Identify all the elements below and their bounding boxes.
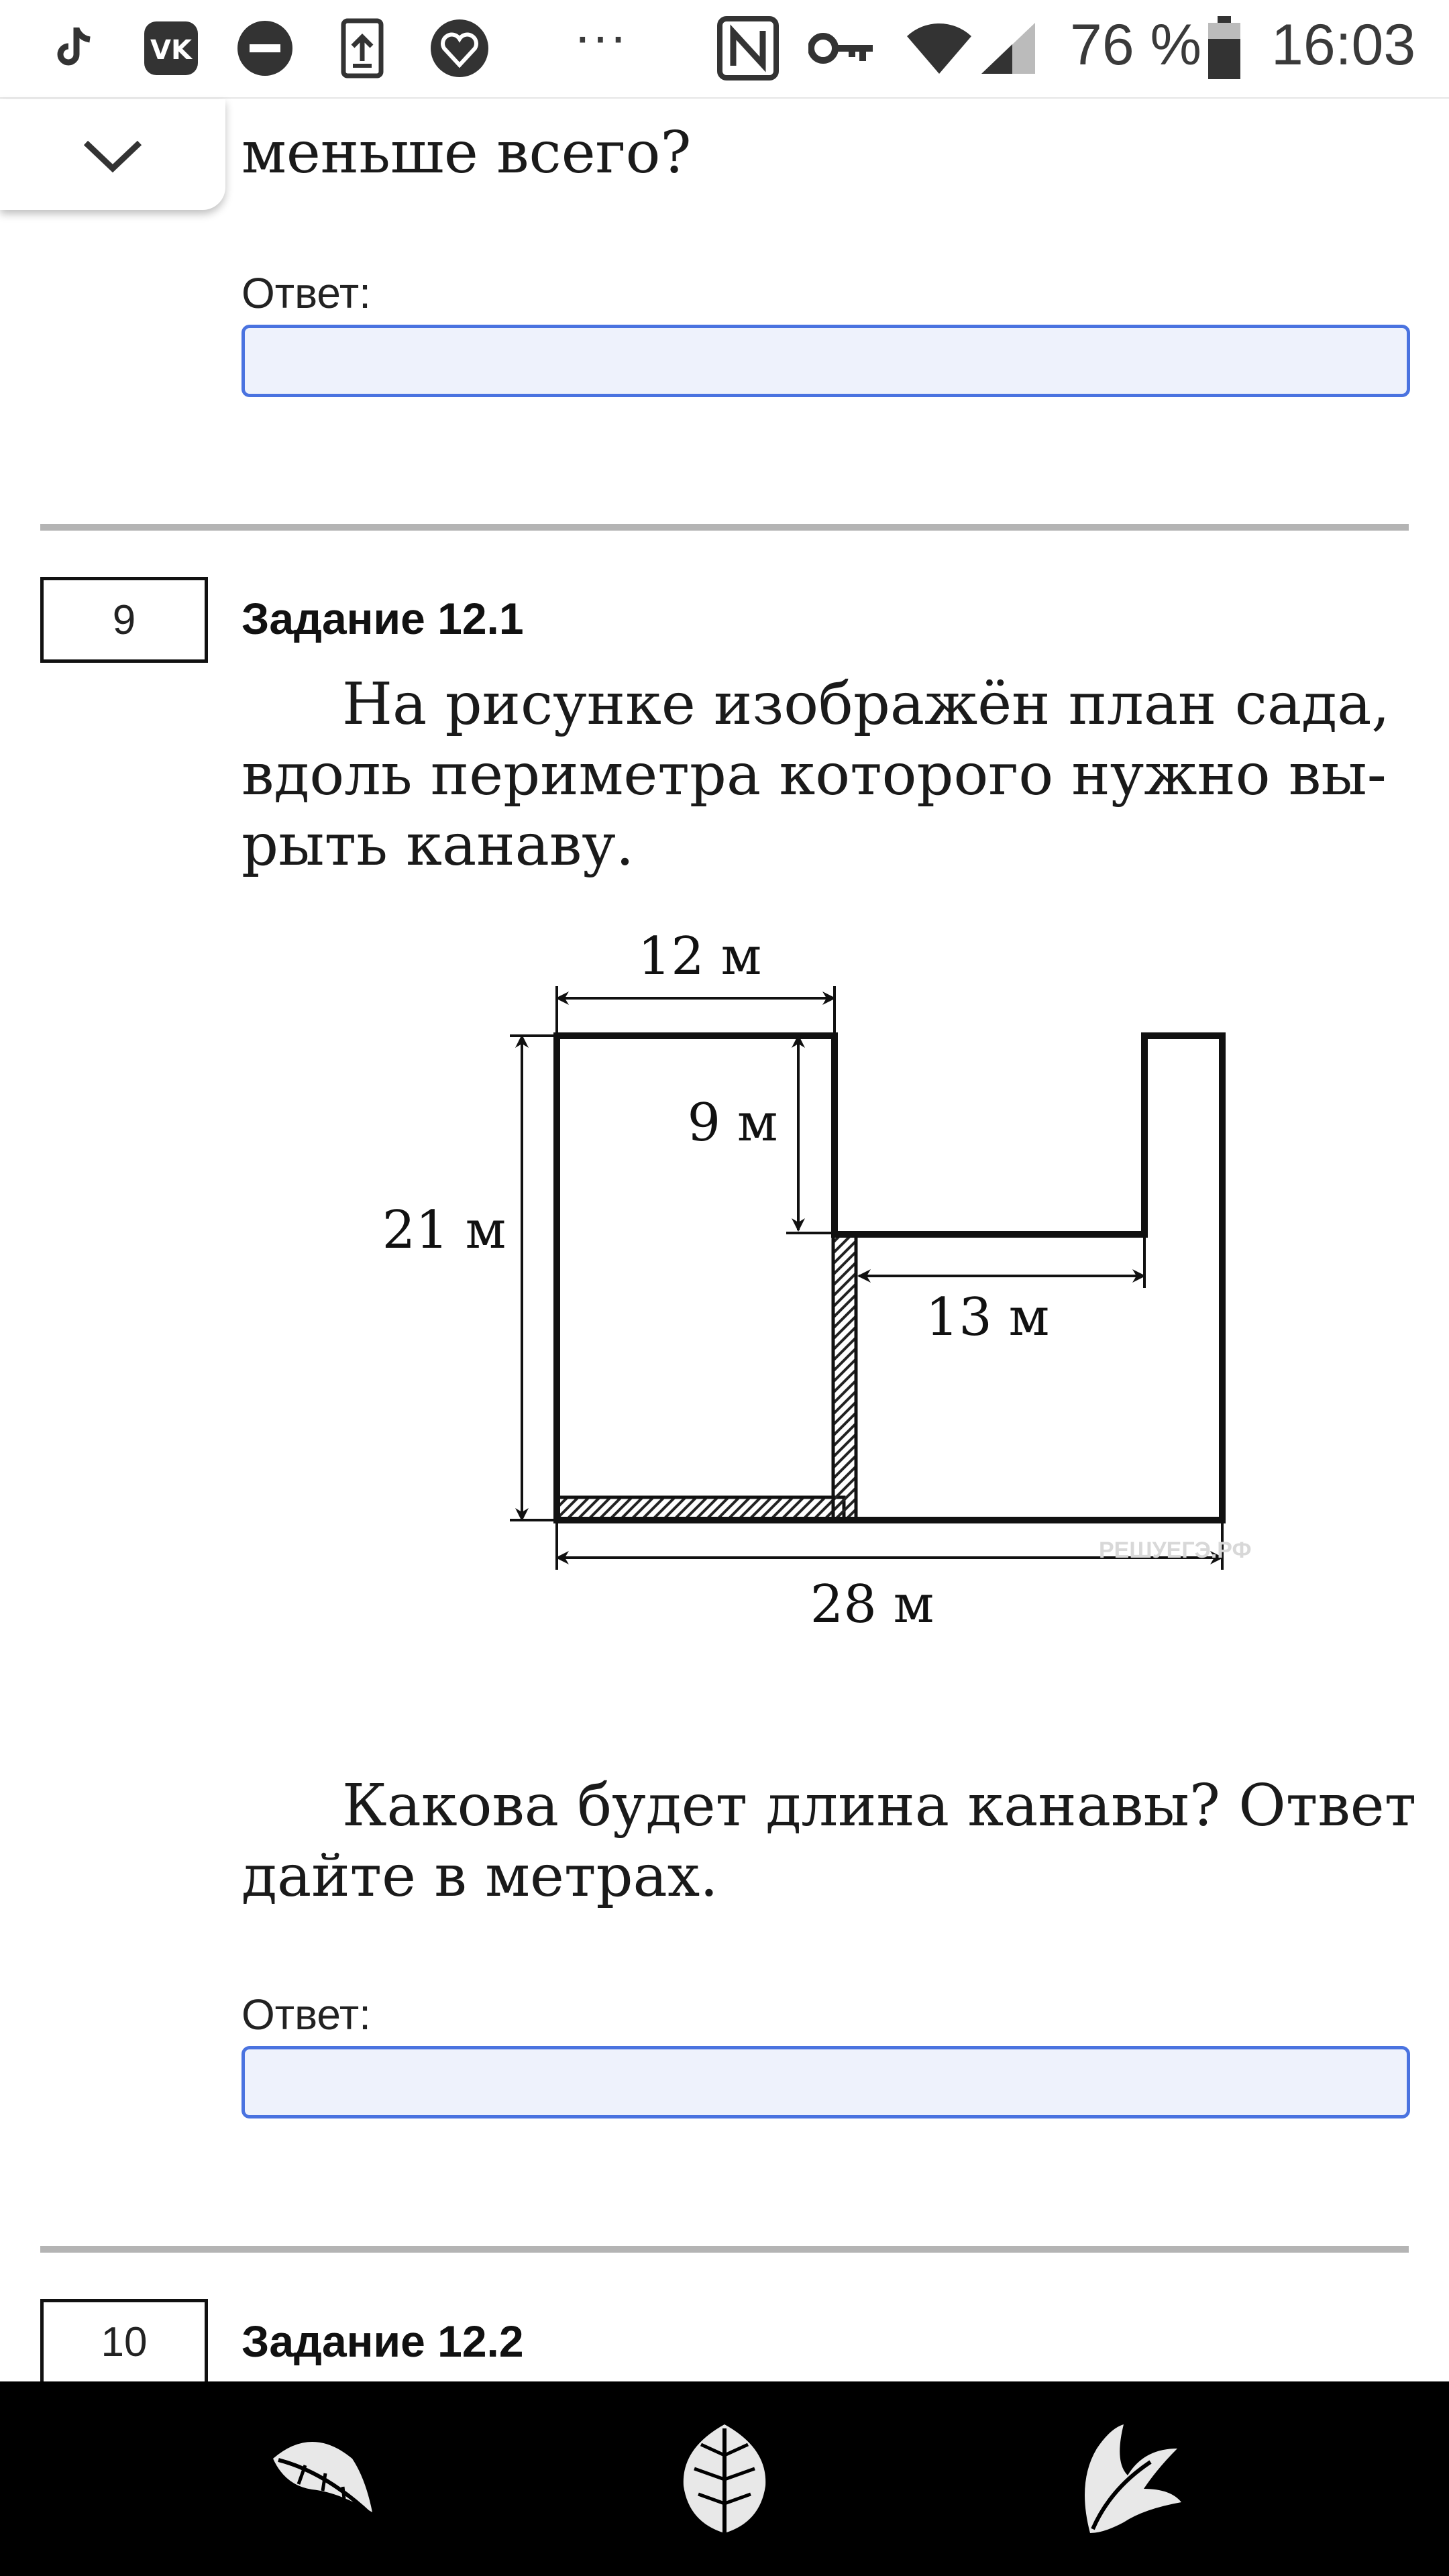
section-divider bbox=[40, 524, 1409, 531]
upload-icon bbox=[335, 15, 389, 82]
vk-icon bbox=[141, 15, 201, 82]
navigation-bar bbox=[0, 2381, 1449, 2576]
watermark-text: РЕШУЕГЭ.РФ bbox=[1099, 1538, 1252, 1563]
section-divider bbox=[40, 2246, 1409, 2253]
svg-text:VK: VK bbox=[150, 35, 192, 66]
more-notifications-dots: ··· bbox=[574, 6, 627, 66]
label-28m: 28 м bbox=[810, 1574, 934, 1635]
task-question-line-2: дайте в метрах. bbox=[241, 1843, 718, 1910]
answer-input[interactable] bbox=[241, 2046, 1410, 2118]
chevron-down-icon bbox=[79, 135, 146, 175]
garden-outline bbox=[557, 1036, 1222, 1520]
battery-icon bbox=[1204, 15, 1244, 82]
home-leaf-icon bbox=[674, 2422, 775, 2536]
task-intro-line-1: На рисунке изображён план сада, bbox=[342, 671, 1390, 738]
clock: 16:03 bbox=[1271, 13, 1416, 77]
task-question-line-1: Какова будет длина канавы? Ответ bbox=[342, 1772, 1417, 1839]
garden-plan-figure bbox=[362, 919, 1301, 1644]
label-13m: 13 м bbox=[925, 1287, 1050, 1348]
answer-label: Ответ: bbox=[241, 1990, 371, 2039]
battery-percent: 76 % bbox=[1070, 13, 1202, 77]
cell-signal-icon bbox=[978, 15, 1038, 82]
ditch-hatch-middle bbox=[833, 1234, 856, 1520]
wifi-icon bbox=[902, 15, 976, 82]
previous-answer-input[interactable] bbox=[241, 325, 1410, 397]
task-number-box: 9 bbox=[40, 577, 208, 663]
tiktok-icon bbox=[47, 15, 101, 82]
label-21m: 21 м bbox=[382, 1200, 506, 1260]
task-title: Задание 12.2 bbox=[241, 2316, 524, 2366]
status-bar bbox=[0, 0, 1449, 99]
recent-leaf-icon bbox=[1070, 2422, 1184, 2536]
task-number-box: 10 bbox=[40, 2299, 208, 2385]
task-title: Задание 12.1 bbox=[241, 594, 524, 643]
answer-label: Ответ: bbox=[241, 269, 371, 317]
nfc-icon bbox=[714, 15, 782, 82]
ditch-hatch-bottom bbox=[557, 1497, 844, 1520]
label-12m: 12 м bbox=[637, 926, 762, 987]
key-icon bbox=[808, 15, 875, 82]
collapse-button[interactable] bbox=[0, 99, 225, 210]
recent-apps-button[interactable] bbox=[885, 2381, 1368, 2576]
previous-question-text: меньше всего? bbox=[241, 119, 692, 186]
label-9m: 9 м bbox=[687, 1093, 778, 1153]
back-leaf-icon bbox=[265, 2432, 379, 2526]
task-intro-line-2: вдоль периметра которого нужно вы- bbox=[241, 741, 1387, 808]
task-intro-line-3: рыть канаву. bbox=[241, 812, 635, 879]
do-not-disturb-icon bbox=[235, 15, 295, 82]
heart-app-icon bbox=[426, 15, 493, 82]
